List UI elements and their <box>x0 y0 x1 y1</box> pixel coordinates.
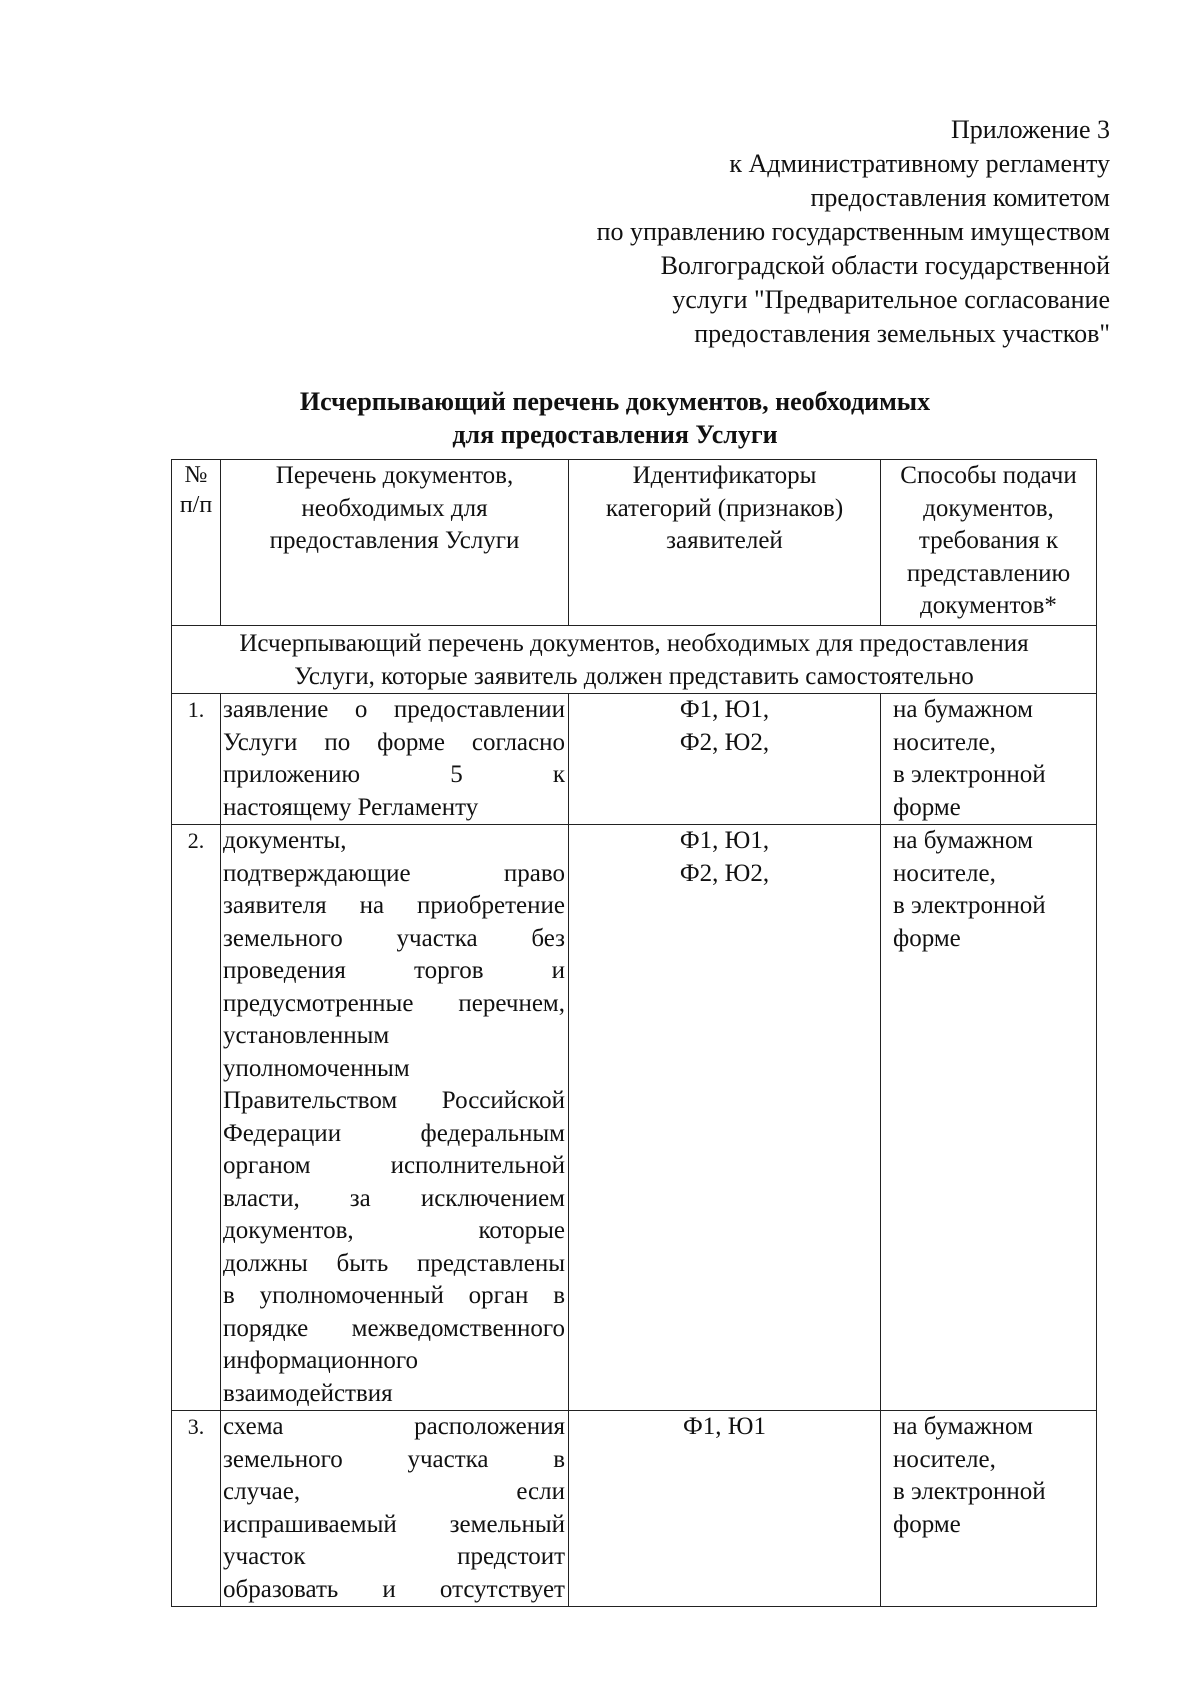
doc-line: должны быть представлены <box>223 1249 565 1277</box>
documents-table <box>171 459 1097 1607</box>
doc-line: документы, <box>223 827 347 854</box>
doc-line: Правительством Российской <box>223 1087 565 1114</box>
doc-line: проведения торгов и <box>223 957 565 984</box>
doc-line: настоящему Регламенту <box>223 793 479 821</box>
annex-line: по управлению государственным имуществом <box>596 217 1110 246</box>
annex-line: Приложение 3 <box>950 115 1110 144</box>
doc-line: в уполномоченный орган в <box>223 1282 565 1309</box>
section-heading: Исчерпывающий перечень документов, необходимых для предоставления Услуги, которые заявитель должен представить самостоятельно <box>172 626 1097 694</box>
row-document <box>221 1411 569 1607</box>
annex-line: к Административному регламенту <box>729 149 1110 178</box>
annex-line: услуги "Предварительное согласование <box>672 285 1110 314</box>
doc-line: заявителя на приобретение <box>223 892 565 919</box>
doc-line: схема расположения <box>223 1413 565 1440</box>
title-line-1: Исчерпывающий перечень документов, необходимых <box>299 387 931 416</box>
doc-line: органом исполнительной <box>223 1152 565 1179</box>
doc-line: уполномоченным <box>223 1054 410 1082</box>
doc-line: документов, которые <box>223 1217 565 1244</box>
row-document <box>221 694 569 825</box>
row-identifiers: Ф1, Ю1 <box>569 1411 881 1607</box>
doc-line: испрашиваемый земельный <box>223 1510 565 1538</box>
row-number: 2. <box>172 825 221 1411</box>
annex-line: предоставления земельных участков" <box>694 319 1110 348</box>
row-submission-methods: на бумажном носителе, в электронной форме <box>881 1411 1097 1607</box>
title-line-2: для предоставления Услуги <box>452 420 778 449</box>
row-number: 3. <box>172 1411 221 1607</box>
doc-line: информационного <box>223 1347 418 1374</box>
doc-line: установленным <box>223 1022 390 1049</box>
row-document <box>221 825 569 1411</box>
header-num: № п/п <box>172 460 221 626</box>
doc-line: приложению 5 к <box>223 761 565 788</box>
row-identifiers: Ф1, Ю1, Ф2, Ю2, <box>569 694 881 825</box>
row-identifiers: Ф1, Ю1, Ф2, Ю2, <box>569 825 881 1411</box>
doc-line: случае, если <box>223 1478 565 1505</box>
table-row <box>172 1411 1097 1607</box>
doc-line: порядке межведомственного <box>223 1314 565 1342</box>
row-submission-methods: на бумажном носителе, в электронной форме <box>881 825 1097 1411</box>
doc-line: заявление о предоставлении <box>223 696 565 723</box>
table-row <box>172 694 1097 825</box>
annex-line: предоставления комитетом <box>810 183 1110 212</box>
doc-line: образовать и отсутствует <box>223 1575 565 1603</box>
header-documents: Перечень документов, необходимых для предоставления Услуги <box>221 460 569 626</box>
doc-line: власти, за исключением <box>223 1184 565 1212</box>
document-title <box>170 385 1060 451</box>
section-row <box>172 626 1097 694</box>
header-identifiers: Идентификаторы категорий (признаков) заявителей <box>569 460 881 626</box>
doc-line: подтверждающие право <box>223 859 565 887</box>
doc-line: земельного участка без <box>223 924 565 952</box>
table-header-row <box>172 460 1097 626</box>
row-number: 1. <box>172 694 221 825</box>
annex-line: Волгоградской области государственной <box>660 251 1110 280</box>
doc-line: Федерации федеральным <box>223 1119 565 1147</box>
doc-line: Услуги по форме согласно <box>223 728 565 756</box>
header-submission-methods: Способы подачи документов, требования к представлению документов* <box>881 460 1097 626</box>
row-submission-methods: на бумажном носителе, в электронной форме <box>881 694 1097 825</box>
doc-line: предусмотренные перечнем, <box>223 989 565 1017</box>
doc-line: взаимодействия <box>223 1379 393 1407</box>
doc-line: участок предстоит <box>223 1543 565 1570</box>
annex-header <box>597 113 1110 351</box>
doc-line: земельного участка в <box>223 1445 565 1473</box>
table-row <box>172 825 1097 1411</box>
